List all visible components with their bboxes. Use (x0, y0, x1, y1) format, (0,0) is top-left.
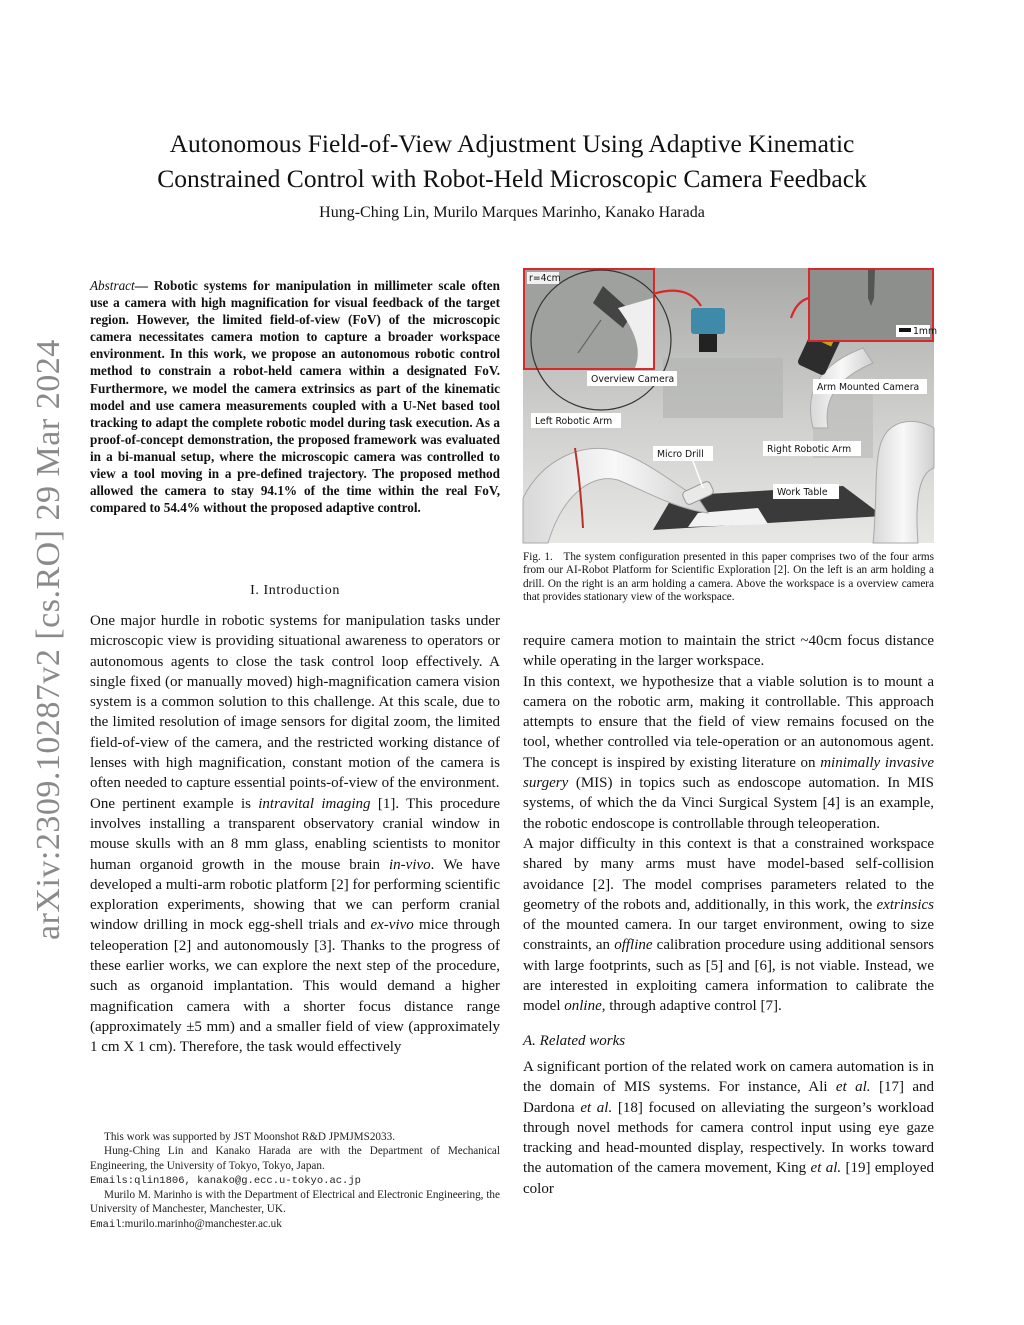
introduction-body (90, 611, 500, 1058)
intro-paragraph-2: One pertinent example is intravital imaging [1]. This procedure involves installing a transparent observatory cranial window in mouse skulls with an 8 mm glass, enabling scientists to monitor human organoid growth in the mouse brain in-vivo. We have developed a multi-arm robotic platform [2] for performing scientific exploration experiments, showing that we can perform cranial window drilling in mock egg-shell trials and ex-vivo mice through teleoperation [2] and autonomously [3]. Thanks to the progress of these earlier works, we can explore the next step of the procedure, such as organoid implantation. This would demand a higher magnification camera with a shorter focus distance range (approximately ±5 mm) and a smaller field of view (approximately 1 cm X 1 cm). Therefore, the task would effectively (90, 795, 500, 1056)
intro-paragraph-1: One major hurdle in robotic systems for manipulation tasks under microscopic view is providing situational awareness to operators or autonomous agents to close the task control loop effectively. A single fixed (or manually moved) high-magnification camera vision system is a common solution to this challenge. At this scale, due to the limited resolution of image sensors for digital zoom, the limited field-of-view of the camera, and the restricted working distance of lenses with high magnification, constant motion of the camera is often needed to capture essential points-of-view of the environment. (90, 613, 500, 792)
right-paragraph-2: In this context, we hypothesize that a viable solution is to mount a camera on the robotic arm, making it controllable. This approach attempts to ensure that the field of view remains focused on the tool, whether controlled via tele-operation or an autonomous agent. The concept is inspired by existing literature on minimally invasive surgery (MIS) in topics such as endoscope automation. In MIS systems, of which the da Vinci Surgical System [4] is an example, the robotic endoscope is controllable through teleoperation. (523, 673, 935, 832)
caption-label: Fig. 1. (523, 551, 553, 563)
footnote-emails-1: Emails:qlin1806, kanako@g.ecc.u-tokyo.ac.jp (90, 1174, 361, 1187)
background-equipment (663, 358, 783, 418)
label-work-table: Work Table (777, 487, 828, 498)
arxiv-identifier: arXiv:2309.10287v2 [cs.RO] 29 Mar 2024 (30, 339, 67, 940)
title-line-2: Constrained Control with Robot-Held Microscopic Camera Feedback (157, 164, 867, 193)
footnotes (90, 1130, 500, 1232)
subsection-heading-related-works: A. Related works (523, 1032, 626, 1049)
title-line-1: Autonomous Field-of-View Adjustment Using Adaptive Kinematic (169, 129, 855, 158)
right-column-body (523, 631, 934, 1199)
section-heading-introduction: I. Introduction (250, 583, 340, 598)
footnote-email-2: :murilo.marinho@manchester.ac.uk (121, 1217, 282, 1230)
right-paragraph-1: require camera motion to maintain the strict ~40cm focus distance while operating in the larger workspace. (523, 633, 934, 670)
inset-right-label: 1mm (913, 326, 938, 337)
label-left-robotic-arm: Left Robotic Arm (535, 416, 613, 427)
overview-camera-lens (699, 334, 717, 352)
author-list: Hung-Ching Lin, Murilo Marques Marinho, Kanako Harada (319, 204, 705, 221)
label-right-robotic-arm: Right Robotic Arm (767, 444, 852, 455)
overview-camera-body (691, 308, 725, 334)
caption-text: The system configuration presented in this paper comprises two of the four arms from our AI-Robot Platform for Scientific Exploration [2]. On the left is an arm holding a drill. On the right is an arm holding a camera. Above the workspace is a overview camera that provides stationary view of the workspace. (523, 551, 934, 604)
label-micro-drill: Micro Drill (657, 449, 704, 460)
paper-title (100, 126, 924, 196)
abstract-text: — Robotic systems for manipulation in millimeter scale often use a camera with high magnification for visual feedback of the target region. However, the limited field-of-view (FoV) of the microscopic camera necessitates camera motion to capture a broader workspace environment. In this work, we propose an autonomous robotic control method to constrain a robot-held camera within a designated FoV. Furthermore, we model the camera extrinsics as part of the kinematic model and use camera measurements coupled with a U-Net based tool tracking to adapt the complete robotic model during task execution. As a proof-of-concept demonstration, the proposed framework was evaluated in a bi-manual setup, where the microscopic camera was controlled to view a tool moving in a pre-defined trajectory. The proposed method allowed the camera to stay 94.1% of the time within the real FoV, compared to 54.4% without the proposed adaptive control. (90, 278, 500, 516)
abstract (90, 277, 500, 516)
footnote-affiliation-1: Hung-Ching Lin and Kanako Harada are with the Department of Mechanical Engineering, the University of Tokyo, Tokyo, Japan. Emails:qlin1806, kanako@g.ecc.u-tokyo.ac.jp (90, 1145, 500, 1187)
abstract-label: Abstract (90, 278, 135, 293)
footnote-funding: This work was supported by JST Moonshot R&D JPMJMS2033. (104, 1131, 396, 1143)
footnote-affiliation-2: Murilo M. Marinho is with the Department of Electrical and Electronic Engineering, the University of Manchester, Manchester, UK. Email:murilo.marinho@manchester.ac.uk (90, 1189, 500, 1231)
figure-1-photo (523, 268, 938, 543)
footnote-email-label: Email (90, 1218, 122, 1231)
right-paragraph-4: A significant portion of the related work on camera automation is in the domain of MIS systems. For instance, Ali et al. [17] and Dardona et al. [18] focused on alleviating the surgeon’s workload through novel methods for camera control input using eye gaze tracking and head-mounted display, respectively. In works toward the automation of the camera movement, King et al. [19] employed color (523, 1058, 935, 1197)
scale-bar (899, 328, 911, 332)
label-arm-mounted-camera: Arm Mounted Camera (817, 382, 920, 393)
inset-left-label: r=4cm (529, 273, 561, 284)
figure-1-caption (523, 551, 934, 605)
label-overview-camera: Overview Camera (591, 374, 675, 385)
right-paragraph-3: A major difficulty in this context is that a constrained workspace shared by many arms must have model-based self-collision avoidance [2]. The model comprises parameters related to the geometry of the robots and, additionally, in this work, the extrinsics of the mounted camera. In our target environment, owing to size constraints, an offline calibration procedure using additional sensors with large footprints, such as [5] and [6], is not viable. Instead, we are interested in exploiting camera information to calibrate the model online, through adaptive control [7]. (523, 835, 934, 1015)
robot-setup-illustration (523, 268, 938, 543)
